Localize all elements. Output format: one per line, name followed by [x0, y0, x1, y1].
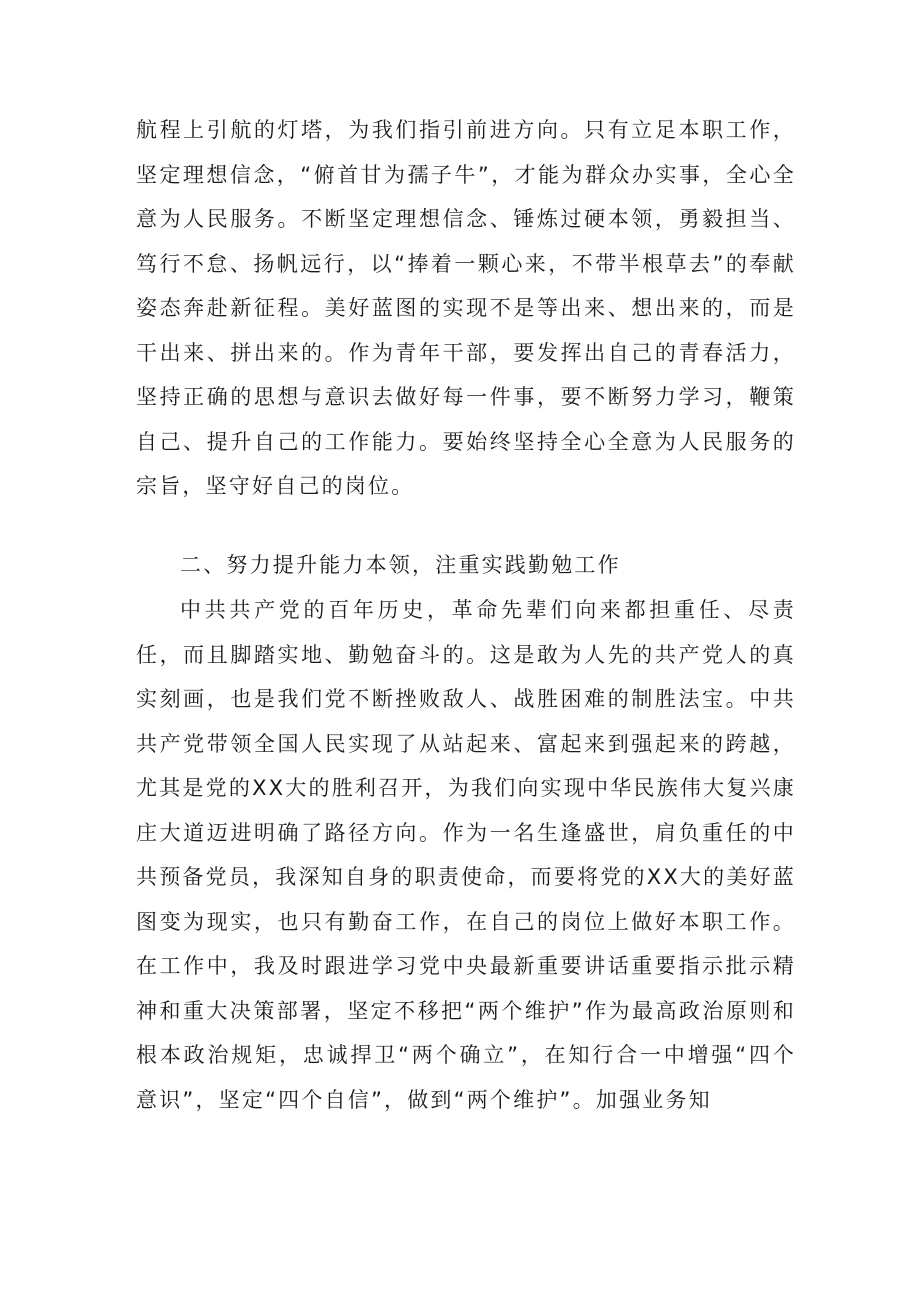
- body-paragraph: [136, 588, 796, 1122]
- body-paragraph-continued: [136, 108, 796, 509]
- section-heading-block: [136, 543, 796, 588]
- section-heading: 二、努力提升能力本领，注重实践勤勉工作: [180, 553, 621, 577]
- paragraph-text: 航程上引航的灯塔，为我们指引前进方向。只有立足本职工作，坚定理想信念，“俯首甘为孺子牛”，才能为群众办实事，全心全意为人民服务。不断坚定理想信念、锤炼过硬本领，勇毅担当、笃行不怠、扬帆远行，以“捧着一颗心来，不带半根草去”的奉献姿态奔赴新征程。美好蓝图的实现不是等出来、想出来的，而是干出来、拼出来的。作为青年干部，要发挥出自己的青春活力，坚持正确的思想与意识去做好每一件事，要不断努力学习，鞭策自己、提升自己的工作能力。要始终坚持全心全意为人民服务的宗旨，坚守好自己的岗位。: [136, 118, 796, 498]
- paragraph-text: 中共共产党的百年历史，革命先辈们向来都担重任、尽责任，而且脚踏实地、勤勉奋斗的。这是敢为人先的共产党人的真实刻画，也是我们党不断挫败敌人、战胜困难的制胜法宝。中共共产党带领全国人民实现了从站起来、富起来到强起来的跨越，尤其是党的XX大的胜利召开，为我们向实现中华民族伟大复兴康庄大道迈进明确了路径方向。作为一名生逢盛世，肩负重任的中共预备党员，我深知自身的职责使命，而要将党的XX大的美好蓝图变为现实，也只有勤奋工作，在自己的岗位上做好本职工作。在工作中，我及时跟进学习党中央最新重要讲话重要指示批示精神和重大决策部署，坚定不移把“两个维护”作为最高政治原则和根本政治规矩，忠诚捍卫“两个确立”，在知行合一中增强“四个意识”，坚定“四个自信”，做到“两个维护”。加强业务知: [136, 598, 796, 1112]
